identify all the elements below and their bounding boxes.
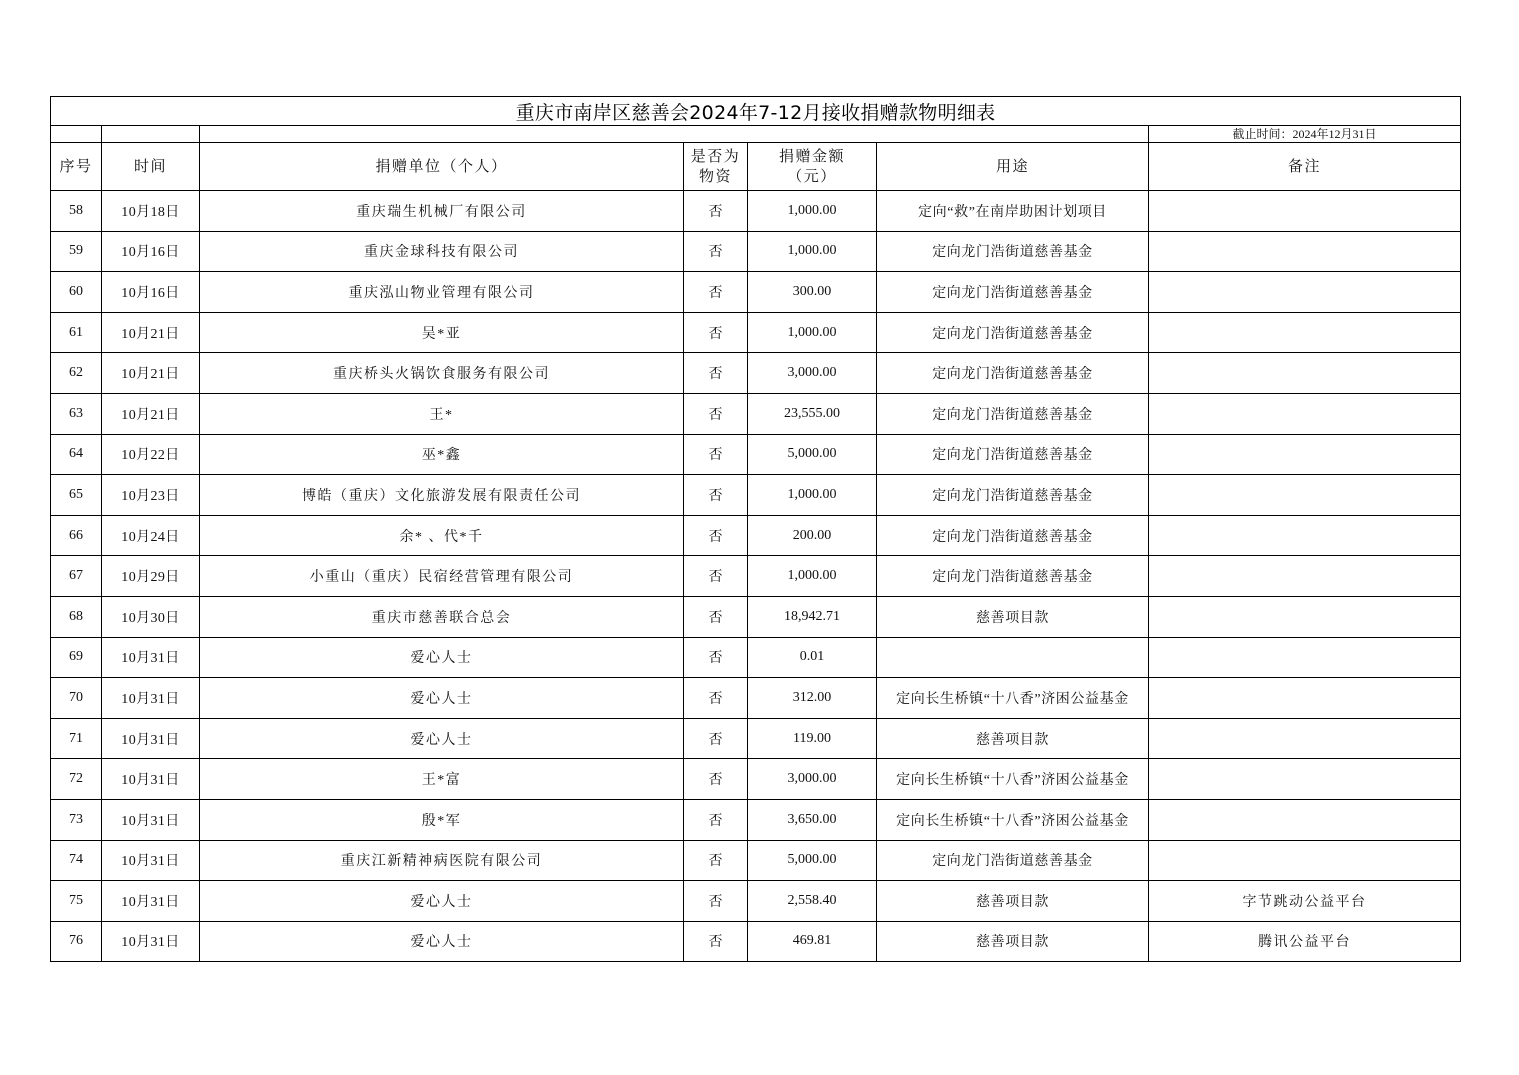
cell-amount: 1,000.00 [748, 556, 877, 597]
cell-amount: 1,000.00 [748, 231, 877, 272]
header-is-material [684, 143, 748, 191]
cell-donor: 余* 、代*千 [200, 515, 684, 556]
cell-remark [1149, 759, 1461, 800]
table-row [51, 272, 1461, 313]
cell-date: 10月24日 [102, 515, 200, 556]
cell-donor: 爱心人士 [200, 718, 684, 759]
cell-donor: 吴*亚 [200, 312, 684, 353]
cell-remark [1149, 678, 1461, 719]
table-row [51, 353, 1461, 394]
cell-purpose: 慈善项目款 [877, 718, 1149, 759]
cell-purpose: 慈善项目款 [877, 921, 1149, 962]
cell-date: 10月22日 [102, 434, 200, 475]
cell-amount: 5,000.00 [748, 434, 877, 475]
table-row [51, 637, 1461, 678]
cell-index: 63 [51, 393, 102, 434]
cell-index: 68 [51, 596, 102, 637]
cell-amount: 300.00 [748, 272, 877, 313]
cell-donor: 重庆瑞生机械厂有限公司 [200, 191, 684, 232]
cell-amount: 119.00 [748, 718, 877, 759]
cell-is-material: 否 [684, 434, 748, 475]
cell-remark [1149, 718, 1461, 759]
cell-purpose: 定向龙门浩街道慈善基金 [877, 475, 1149, 516]
cell-index: 62 [51, 353, 102, 394]
cell-remark [1149, 353, 1461, 394]
cell-remark [1149, 191, 1461, 232]
cell-remark [1149, 515, 1461, 556]
cell-purpose: 定向龙门浩街道慈善基金 [877, 434, 1149, 475]
cell-date: 10月31日 [102, 718, 200, 759]
table-row [51, 840, 1461, 881]
cell-donor: 王* [200, 393, 684, 434]
cell-remark [1149, 312, 1461, 353]
cell-date: 10月31日 [102, 759, 200, 800]
cell-is-material: 否 [684, 393, 748, 434]
cell-is-material: 否 [684, 799, 748, 840]
header-date: 时间 [102, 143, 200, 191]
header-is-material-line2: 物资 [698, 168, 732, 185]
cell-amount: 312.00 [748, 678, 877, 719]
cell-purpose: 慈善项目款 [877, 596, 1149, 637]
cell-purpose: 定向长生桥镇“十八香”济困公益基金 [877, 678, 1149, 719]
cell-remark: 字节跳动公益平台 [1149, 881, 1461, 922]
cell-index: 73 [51, 799, 102, 840]
cell-amount: 3,000.00 [748, 353, 877, 394]
cell-date: 10月31日 [102, 881, 200, 922]
cell-amount: 3,650.00 [748, 799, 877, 840]
cell-index: 69 [51, 637, 102, 678]
table-row [51, 312, 1461, 353]
cutoff-blank-cell [51, 126, 102, 143]
table-row [51, 475, 1461, 516]
cell-date: 10月16日 [102, 272, 200, 313]
cell-remark [1149, 637, 1461, 678]
cell-amount: 469.81 [748, 921, 877, 962]
header-remark: 备注 [1149, 143, 1461, 191]
cell-remark [1149, 475, 1461, 516]
cell-is-material: 否 [684, 840, 748, 881]
cell-donor: 爱心人士 [200, 637, 684, 678]
cell-purpose: 慈善项目款 [877, 881, 1149, 922]
cell-date: 10月31日 [102, 921, 200, 962]
cell-is-material: 否 [684, 637, 748, 678]
cell-date: 10月29日 [102, 556, 200, 597]
cell-donor: 爱心人士 [200, 881, 684, 922]
table-row [51, 921, 1461, 962]
table-row [51, 678, 1461, 719]
cell-is-material: 否 [684, 596, 748, 637]
cell-amount: 5,000.00 [748, 840, 877, 881]
cell-donor: 殷*军 [200, 799, 684, 840]
cell-amount: 200.00 [748, 515, 877, 556]
cell-amount: 0.01 [748, 637, 877, 678]
header-amount-line2: （元） [787, 168, 837, 185]
cell-date: 10月21日 [102, 353, 200, 394]
cutoff-blank-cell [102, 126, 200, 143]
cell-purpose: 定向龙门浩街道慈善基金 [877, 231, 1149, 272]
cell-amount: 2,558.40 [748, 881, 877, 922]
cell-index: 59 [51, 231, 102, 272]
table-row [51, 191, 1461, 232]
cell-remark [1149, 434, 1461, 475]
cell-date: 10月30日 [102, 596, 200, 637]
cell-is-material: 否 [684, 312, 748, 353]
cell-amount: 1,000.00 [748, 475, 877, 516]
cell-donor: 小重山（重庆）民宿经营管理有限公司 [200, 556, 684, 597]
header-amount-line1: 捐赠金额 [778, 148, 845, 165]
table-row [51, 393, 1461, 434]
cell-purpose [877, 637, 1149, 678]
cell-index: 67 [51, 556, 102, 597]
table-title: 重庆市南岸区慈善会2024年7-12月接收捐赠款物明细表 [51, 97, 1461, 126]
cell-purpose: 定向长生桥镇“十八香”济困公益基金 [877, 759, 1149, 800]
cell-index: 70 [51, 678, 102, 719]
cell-is-material: 否 [684, 759, 748, 800]
cell-purpose: 定向龙门浩街道慈善基金 [877, 556, 1149, 597]
cell-purpose: 定向龙门浩街道慈善基金 [877, 515, 1149, 556]
cutoff-blank-cell [200, 126, 1149, 143]
cell-index: 64 [51, 434, 102, 475]
cell-purpose: 定向龙门浩街道慈善基金 [877, 393, 1149, 434]
cell-is-material: 否 [684, 231, 748, 272]
cell-donor: 爱心人士 [200, 921, 684, 962]
cell-is-material: 否 [684, 353, 748, 394]
cell-index: 76 [51, 921, 102, 962]
cell-is-material: 否 [684, 191, 748, 232]
header-purpose: 用途 [877, 143, 1149, 191]
cell-donor: 重庆市慈善联合总会 [200, 596, 684, 637]
cell-index: 61 [51, 312, 102, 353]
cell-index: 58 [51, 191, 102, 232]
cutoff-date: 截止时间：2024年12月31日 [1149, 126, 1461, 143]
header-row [51, 143, 1461, 191]
cell-purpose: 定向龙门浩街道慈善基金 [877, 312, 1149, 353]
cell-purpose: 定向龙门浩街道慈善基金 [877, 272, 1149, 313]
cell-remark [1149, 799, 1461, 840]
cell-is-material: 否 [684, 718, 748, 759]
header-index: 序号 [51, 143, 102, 191]
cell-date: 10月23日 [102, 475, 200, 516]
cell-purpose: 定向龙门浩街道慈善基金 [877, 840, 1149, 881]
cell-donor: 重庆桥头火锅饮食服务有限公司 [200, 353, 684, 394]
cell-index: 74 [51, 840, 102, 881]
header-amount [748, 143, 877, 191]
header-is-material-line1: 是否为 [690, 148, 741, 165]
cell-date: 10月21日 [102, 312, 200, 353]
cell-donor: 重庆金球科技有限公司 [200, 231, 684, 272]
title-row [51, 97, 1461, 126]
table-row [51, 556, 1461, 597]
cell-amount: 23,555.00 [748, 393, 877, 434]
cell-date: 10月21日 [102, 393, 200, 434]
cell-is-material: 否 [684, 475, 748, 516]
header-donor: 捐赠单位（个人） [200, 143, 684, 191]
cell-index: 60 [51, 272, 102, 313]
cell-donor: 博皓（重庆）文化旅游发展有限责任公司 [200, 475, 684, 516]
cell-remark [1149, 231, 1461, 272]
cell-is-material: 否 [684, 881, 748, 922]
cell-donor: 重庆江新精神病医院有限公司 [200, 840, 684, 881]
cell-date: 10月18日 [102, 191, 200, 232]
cell-remark [1149, 556, 1461, 597]
cell-remark [1149, 596, 1461, 637]
cell-amount: 1,000.00 [748, 191, 877, 232]
cell-amount: 1,000.00 [748, 312, 877, 353]
cell-date: 10月31日 [102, 840, 200, 881]
cell-index: 71 [51, 718, 102, 759]
cell-index: 75 [51, 881, 102, 922]
table-row [51, 799, 1461, 840]
cell-remark [1149, 393, 1461, 434]
cell-index: 65 [51, 475, 102, 516]
table-row [51, 718, 1461, 759]
table-row [51, 515, 1461, 556]
cell-is-material: 否 [684, 678, 748, 719]
cell-purpose: 定向“救”在南岸助困计划项目 [877, 191, 1149, 232]
cell-purpose: 定向长生桥镇“十八香”济困公益基金 [877, 799, 1149, 840]
cell-remark [1149, 272, 1461, 313]
cell-amount: 18,942.71 [748, 596, 877, 637]
donation-table [50, 96, 1461, 962]
cell-date: 10月31日 [102, 799, 200, 840]
cell-donor: 重庆泓山物业管理有限公司 [200, 272, 684, 313]
cell-date: 10月16日 [102, 231, 200, 272]
cell-is-material: 否 [684, 921, 748, 962]
cutoff-row [51, 126, 1461, 143]
cell-donor: 巫*鑫 [200, 434, 684, 475]
cell-is-material: 否 [684, 272, 748, 313]
cell-remark [1149, 840, 1461, 881]
cell-date: 10月31日 [102, 637, 200, 678]
cell-purpose: 定向龙门浩街道慈善基金 [877, 353, 1149, 394]
cell-donor: 王*富 [200, 759, 684, 800]
table-row [51, 759, 1461, 800]
cell-is-material: 否 [684, 515, 748, 556]
cell-index: 66 [51, 515, 102, 556]
cell-date: 10月31日 [102, 678, 200, 719]
table-row [51, 231, 1461, 272]
table-row [51, 881, 1461, 922]
cell-donor: 爱心人士 [200, 678, 684, 719]
cell-amount: 3,000.00 [748, 759, 877, 800]
table-row [51, 596, 1461, 637]
cell-remark: 腾讯公益平台 [1149, 921, 1461, 962]
cell-is-material: 否 [684, 556, 748, 597]
cell-index: 72 [51, 759, 102, 800]
table-row [51, 434, 1461, 475]
